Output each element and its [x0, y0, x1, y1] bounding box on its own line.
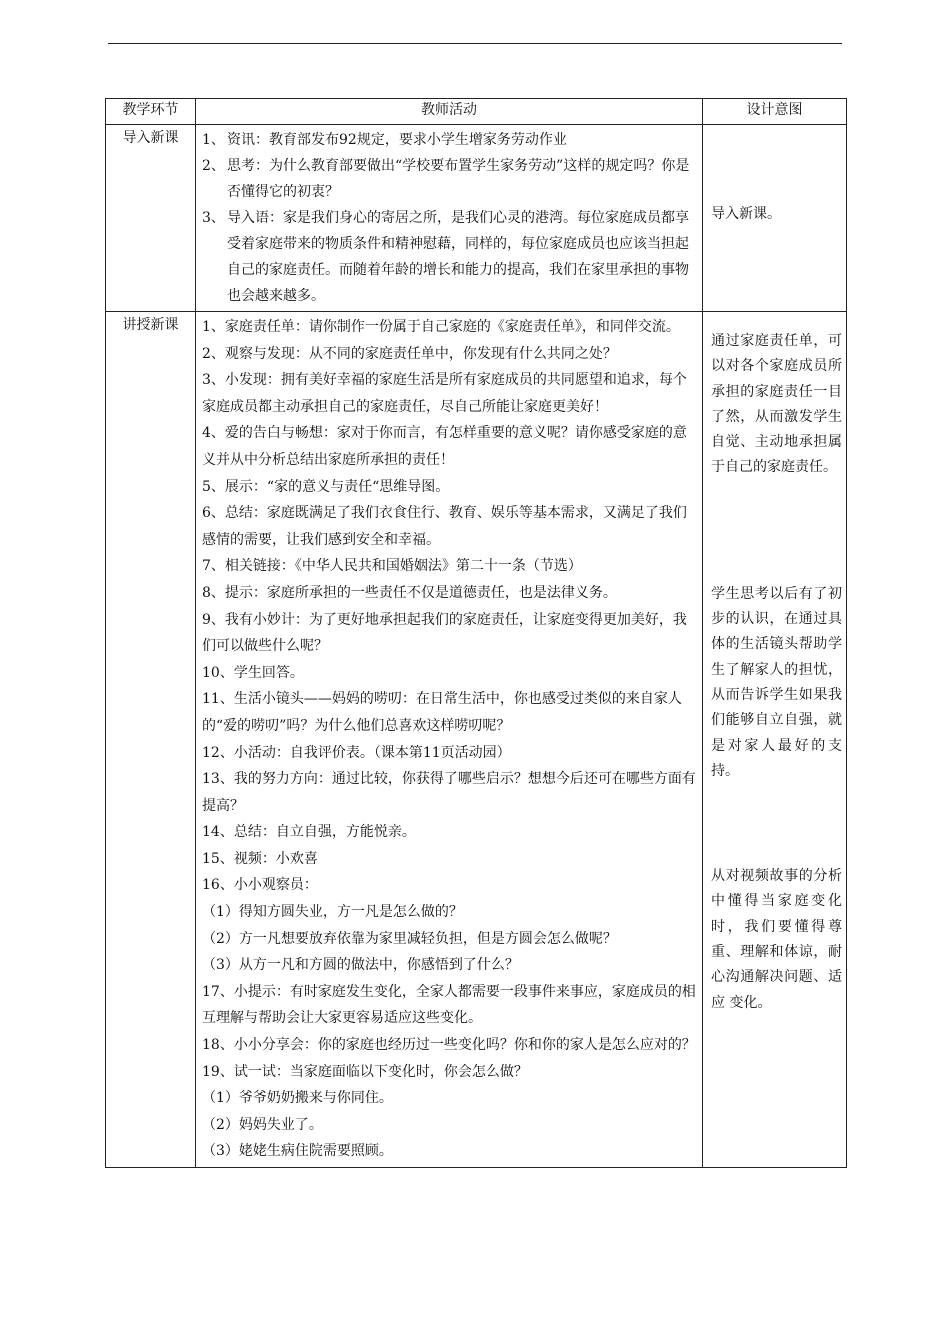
- table-row: [106, 125, 847, 312]
- intent-text: 通过家庭责任单，可以对各个家庭成员所承担的家庭责任一目了然，从而激发学生自觉、主动地承担属于自己的家庭责任。: [711, 333, 842, 476]
- activity-item: 12、小活动：自我评价表。（课本第11页活动园）: [202, 744, 511, 761]
- stage-cell: 讲授新课: [106, 312, 196, 1168]
- activity-item: 6、总结：家庭既满足了我们衣食住行、教育、娱乐等基本需求，又满足了我们感情的需要，让我们感到安全和幸福。: [202, 505, 687, 548]
- activity-item: 11、生活小镜头——妈妈的唠叨：在日常生活中，你也感受过类似的来自家人的“爱的唠叨”吗？为什么他们总喜欢这样唠叨呢？: [202, 691, 682, 734]
- intent-text: 从对视频故事的分析中懂得当家庭变化时，我们要懂得尊重、理解和体谅，耐心沟通解决问题、适应 变化。: [711, 868, 842, 1011]
- table-header-row: [106, 99, 847, 125]
- activity-item: 7、相关链接：《中华人民共和国婚姻法》第二十一条（节选）: [202, 558, 582, 575]
- header-rule: [108, 43, 842, 44]
- intent-cell: [703, 125, 847, 312]
- header-teacher-activity: 教师活动: [196, 99, 703, 125]
- activity-item: 9、我有小妙计：为了更好地承担起我们的家庭责任，让家庭变得更加美好，我们可以做些什么呢？: [202, 611, 687, 655]
- activity-item: 18、小小分享会：你的家庭也经历过一些变化吗？你和你的家人是怎么应对的？: [202, 1037, 696, 1054]
- lesson-plan-table: [105, 98, 847, 1168]
- activity-item: 15、视频：小欢喜: [202, 850, 318, 867]
- activity-item: 8、提示：家庭所承担的一些责任不仅是道德责任，也是法律义务。: [202, 584, 617, 601]
- header-stage: 教学环节: [106, 99, 196, 125]
- activity-item: （2）方一凡想要放弃依靠为家里减轻负担，但是方圆会怎么做呢？: [202, 930, 617, 947]
- activity-item: 3、 导入语：家是我们身心的寄居之所，是我们心灵的港湾。每位家庭成员都享受着家庭带来的物质条件和精神慰藉，同样的，每位家庭成员也应该当担起自己的家庭责任。而随着年龄的增长和能力的提高，我们在家里承担的事物也会越来越多。: [202, 210, 689, 304]
- activity-item: 17、小提示：有时家庭发生变化，全家人都需要一段事件来事应，家庭成员的相互理解与帮助会让大家更容易适应这些变化。: [202, 983, 696, 1027]
- activity-item: （2）妈妈失业了。: [202, 1116, 323, 1133]
- stage-cell: 导入新课: [106, 125, 196, 312]
- activity-item: （1）爷爷奶奶搬来与你同住。: [202, 1090, 393, 1107]
- activity-item: （3）姥姥生病住院需要照顾。: [202, 1143, 393, 1160]
- activity-item: 13、我的努力方向：通过比较，你获得了哪些启示？想想今后还可在哪些方面有提高？: [202, 771, 696, 814]
- activity-item: 10、学生回答。: [202, 664, 304, 681]
- activity-item: （3）从方一凡和方圆的做法中，你感悟到了什么？: [202, 957, 519, 974]
- intent-text: 导入新课。: [711, 206, 781, 222]
- intent-cell: [703, 312, 847, 1168]
- table-row: [106, 312, 847, 1168]
- activity-item: 2、 思考：为什么教育部要做出“学校要布置学生家务劳动”这样的规定吗？你是否懂得它的初衷？: [202, 158, 690, 200]
- activity-item: （1）得知方圆失业，方一凡是怎么做的？: [202, 904, 463, 921]
- activity-item: 19、试一试：当家庭面临以下变化时，你会怎么做？: [202, 1063, 528, 1080]
- activity-item: 16、小小观察员：: [202, 877, 318, 894]
- activity-item: 1、家庭责任单：请你制作一份属于自己家庭的《家庭责任单》，和同伴交流。: [202, 319, 680, 335]
- header-design-intent: 设计意图: [703, 99, 847, 125]
- activity-item: 5、展示：“家的意义与责任“思维导图。: [202, 478, 450, 495]
- activity-item: 2、观察与发现：从不同的家庭责任单中，你发现有什么共同之处？: [202, 345, 617, 362]
- activity-item: 14、总结：自立自强，方能悦亲。: [202, 824, 416, 841]
- activity-item: 1、 资讯：教育部发布92规定，要求小学生增家务劳动作业: [202, 132, 567, 148]
- intent-text: 学生思考以后有了初步的认识，在通过具体的生活镜头帮助学生了解家人的担忧，从而告诉学生如果我们能够自立自强，就是对家人最好的支持。: [711, 585, 842, 779]
- activity-cell: [196, 312, 703, 1168]
- activity-item: 3、小发现：拥有美好幸福的家庭生活是所有家庭成员的共同愿望和追求，每个家庭成员都主动承担自己的家庭责任，尽自己所能让家庭更美好！: [202, 372, 687, 415]
- activity-item: 4、爱的告白与畅想：家对于你而言，有怎样重要的意义呢？请你感受家庭的意义并从中分析总结出家庭所承担的责任！: [202, 425, 687, 468]
- activity-cell: [196, 125, 703, 312]
